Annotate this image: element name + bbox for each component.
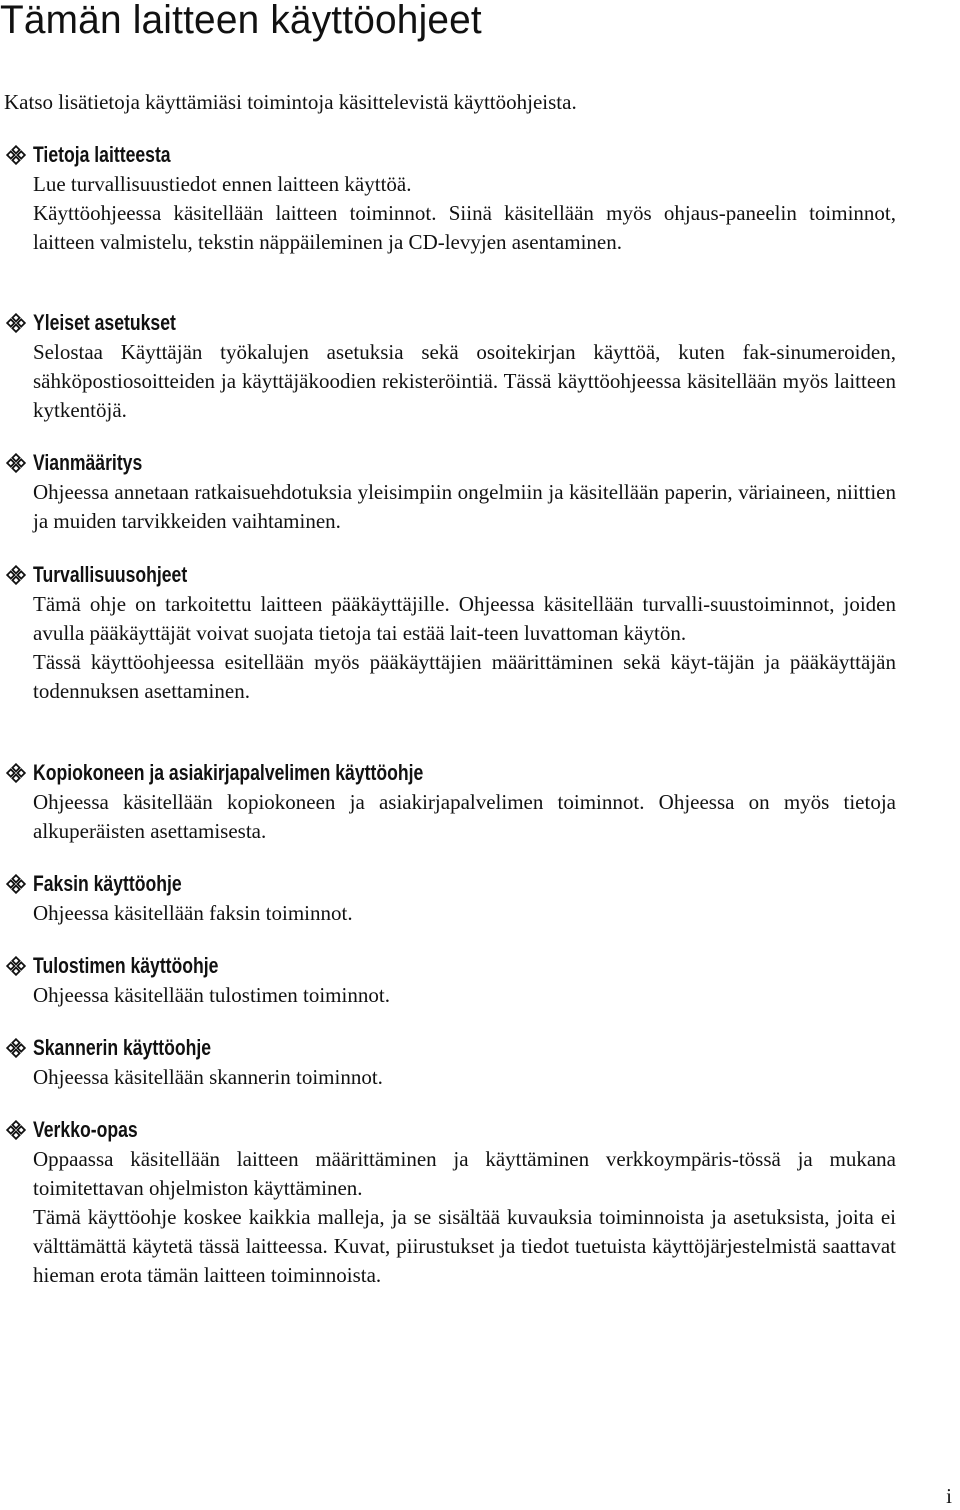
four-petal-diamond-icon <box>6 453 26 473</box>
manual-section <box>0 951 960 1010</box>
section-heading-text: Turvallisuusohjeet <box>33 562 188 587</box>
section-heading-text: Tulostimen käyttöohje <box>33 953 219 978</box>
section-heading <box>0 448 960 478</box>
section-paragraph: Ohjeessa käsitellään faksin toiminnot. <box>33 901 353 925</box>
section-heading-text: Vianmääritys <box>33 450 143 475</box>
section-heading <box>0 308 960 338</box>
page-number: i <box>946 1484 952 1508</box>
section-heading-text: Yleiset asetukset <box>33 310 176 335</box>
section-paragraph: Lue turvallisuustiedot ennen laitteen käyttöä. <box>33 172 412 196</box>
manual-section <box>0 308 960 425</box>
four-petal-diamond-icon <box>6 313 26 333</box>
four-petal-diamond-icon <box>6 763 26 783</box>
four-petal-diamond-icon <box>6 1038 26 1058</box>
section-heading-text: Faksin käyttöohje <box>33 871 182 896</box>
section-paragraph: Ohjeessa annetaan ratkaisuehdotuksia yleisimpiin ongelmiin ja käsitellään paperin, väriaineen, niittien ja muiden tarvikkeiden vaihtaminen. <box>33 480 896 533</box>
section-paragraph: Ohjeessa käsitellään kopiokoneen ja asiakirjapalvelimen toiminnot. Ohjeessa on myös tietoja alkuperäisten asettamisesta. <box>33 790 896 843</box>
four-petal-diamond-icon <box>6 565 26 585</box>
manual-section <box>0 1033 960 1092</box>
section-body <box>0 478 896 536</box>
manual-section <box>0 448 960 536</box>
section-heading <box>0 951 960 981</box>
section-body <box>0 981 896 1010</box>
four-petal-diamond-icon <box>6 1120 26 1140</box>
section-heading <box>0 1115 960 1145</box>
section-heading-text: Verkko-opas <box>33 1117 138 1142</box>
section-body <box>0 1063 896 1092</box>
page-title: Tämän laitteen käyttöohjeet <box>0 0 482 42</box>
section-paragraph: Käyttöohjeessa käsitellään laitteen toiminnot. Siinä käsitellään myös ohjaus-paneelin toiminnot, laitteen valmistelu, tekstin näppäileminen ja CD-levyjen asentaminen. <box>33 201 896 254</box>
section-heading <box>0 140 960 170</box>
section-paragraph: Selostaa Käyttäjän työkalujen asetuksia sekä osoitekirjan käyttöä, kuten fak-sinumeroiden, sähköpostiosoitteiden ja käyttäjäkoodien rekisteröintiä. Tässä käyttöohjeessa käsitellään myös laitteen kytkentöjä. <box>33 340 896 422</box>
section-body <box>0 590 896 706</box>
section-paragraph: Tämä ohje on tarkoitettu laitteen pääkäyttäjille. Ohjeessa käsitellään turvalli-suustoiminnot, joiden avulla pääkäyttäjät voivat suojata tietoja tai estää lait-teen luvattoman käytön. <box>33 592 896 645</box>
section-body <box>0 338 896 425</box>
section-heading <box>0 560 960 590</box>
intro-text: Katso lisätietoja käyttämiäsi toimintoja käsittelevistä käyttöohjeista. <box>4 90 577 114</box>
manual-section <box>0 1115 960 1290</box>
manual-section <box>0 560 960 706</box>
section-heading-text: Kopiokoneen ja asiakirjapalvelimen käyttöohje <box>33 760 424 785</box>
manual-section <box>0 869 960 928</box>
manual-section <box>0 140 960 257</box>
section-paragraph: Ohjeessa käsitellään skannerin toiminnot. <box>33 1065 383 1089</box>
section-heading-text: Skannerin käyttöohje <box>33 1035 212 1060</box>
section-body <box>0 899 896 928</box>
section-paragraph: Tässä käyttöohjeessa esitellään myös pääkäyttäjien määrittäminen sekä käyt-täjän ja pääkäyttäjän todennuksen asettaminen. <box>33 650 896 703</box>
section-body <box>0 788 896 846</box>
manual-section <box>0 758 960 846</box>
section-body <box>0 170 896 257</box>
section-paragraph: Ohjeessa käsitellään tulostimen toiminnot. <box>33 983 390 1007</box>
section-heading <box>0 869 960 899</box>
section-heading-text: Tietoja laitteesta <box>33 142 171 167</box>
section-paragraph: Tämä käyttöohje koskee kaikkia malleja, ja se sisältää kuvauksia toiminnoista ja asetuksista, joita ei välttämättä käytetä tässä laitteessa. Kuvat, piirustukset ja tiedot tuetuista käyttöjärjestelmistä saattavat hieman erota tämän laitteen toiminnoista. <box>33 1205 896 1287</box>
four-petal-diamond-icon <box>6 145 26 165</box>
section-heading <box>0 758 960 788</box>
section-paragraph: Oppaassa käsitellään laitteen määrittäminen ja käyttäminen verkkoympäris-tössä ja mukana toimitettavan ohjelmiston käyttäminen. <box>33 1147 896 1200</box>
section-heading <box>0 1033 960 1063</box>
four-petal-diamond-icon <box>6 956 26 976</box>
four-petal-diamond-icon <box>6 874 26 894</box>
section-body <box>0 1145 896 1290</box>
